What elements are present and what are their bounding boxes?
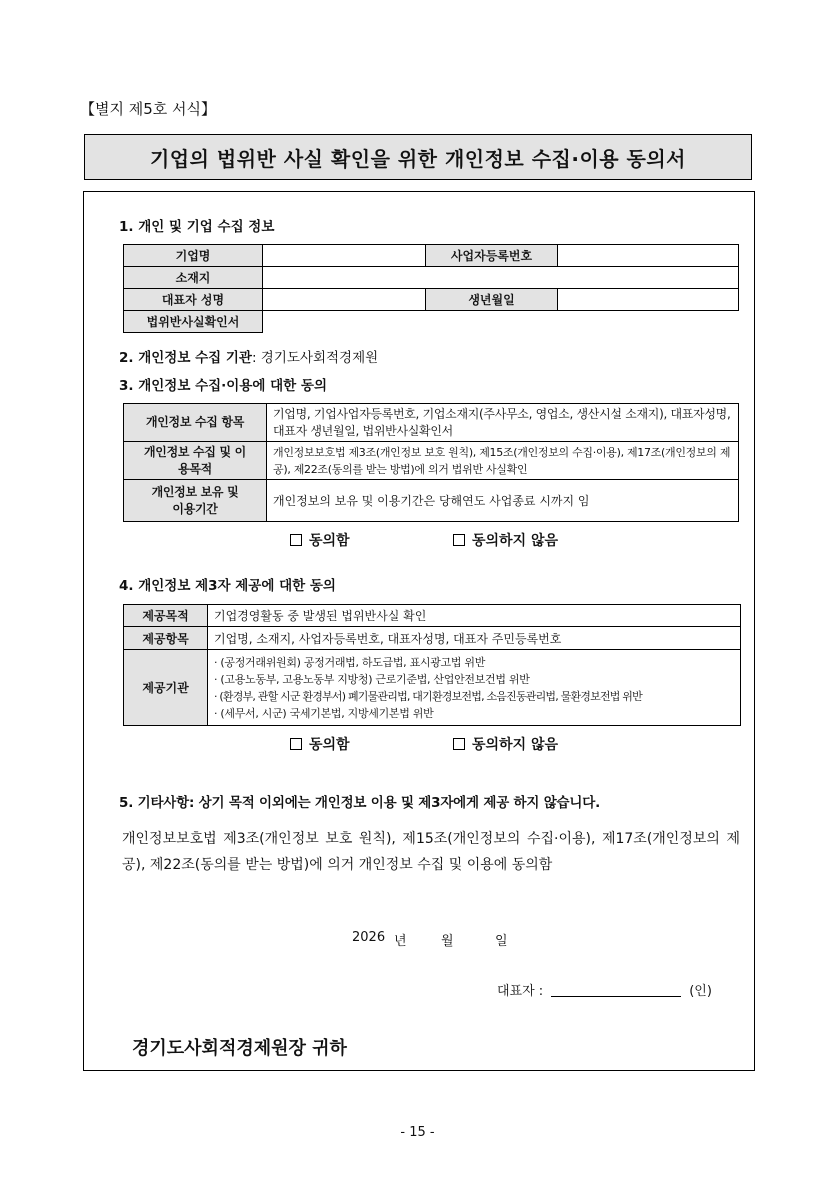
representative-name-field[interactable] bbox=[263, 289, 426, 311]
signature-row bbox=[497, 980, 712, 999]
agency-line: · (세무서, 시군) 국세기본법, 지방세기본법 위반 bbox=[214, 706, 434, 720]
violation-check-label: 법위반사실확인서 bbox=[124, 311, 263, 333]
agree-label: 동의함 bbox=[309, 737, 350, 753]
collection-consent-table bbox=[123, 403, 739, 522]
recipient-agencies-label: 제공기관 bbox=[124, 650, 208, 726]
section4-heading: 4. 개인정보 제3자 제공에 대한 동의 bbox=[119, 578, 336, 594]
retention-period-label: 개인정보 보유 및 이용기간 bbox=[124, 480, 267, 522]
company-name-label: 기업명 bbox=[124, 245, 263, 267]
section4-disagree-option[interactable] bbox=[453, 734, 558, 754]
provision-items-label: 제공항목 bbox=[124, 627, 208, 650]
section3-disagree-option[interactable] bbox=[453, 530, 558, 550]
business-reg-no-field[interactable] bbox=[558, 245, 739, 267]
section1-heading: 1. 개인 및 기업 수집 정보 bbox=[119, 219, 275, 235]
section3-agree-option[interactable] bbox=[290, 530, 350, 550]
section5-heading: 5. 기타사항: 상기 목적 이외에는 개인정보 이용 및 제3자에게 제공 하지 않습니다. bbox=[119, 795, 601, 811]
date-year-unit: 년 bbox=[394, 934, 407, 949]
agency-line: · (환경부, 관할 시군 환경부서) 폐기물관리법, 대기환경보전법, 소음진동관리법, 물환경보전법 위반 bbox=[214, 689, 642, 703]
collecting-agency: : 경기도사회적경제원 bbox=[251, 350, 379, 366]
birth-date-label: 생년월일 bbox=[426, 289, 558, 311]
company-name-field[interactable] bbox=[263, 245, 426, 267]
checkbox-icon[interactable] bbox=[453, 534, 465, 546]
document-title: 기업의 법위반 사실 확인을 위한 개인정보 수집·이용 동의서 bbox=[84, 134, 752, 180]
agree-label: 동의함 bbox=[309, 533, 350, 549]
provision-purpose-label: 제공목적 bbox=[124, 605, 208, 627]
section4-agree-option[interactable] bbox=[290, 734, 350, 754]
date-month-unit: 월 bbox=[441, 934, 454, 949]
address-field[interactable] bbox=[263, 267, 739, 289]
agency-line: · (고용노동부, 고용노동부 지방청) 근로기준법, 산업안전보건법 위반 bbox=[214, 672, 530, 686]
violation-check-field[interactable] bbox=[263, 311, 739, 333]
provision-items-value: 기업명, 소재지, 사업자등록번호, 대표자성명, 대표자 주민등록번호 bbox=[208, 627, 741, 650]
signature-label: 대표자 : bbox=[497, 984, 544, 999]
section2-row bbox=[119, 346, 378, 366]
disagree-label: 동의하지 않음 bbox=[472, 737, 559, 753]
checkbox-icon[interactable] bbox=[453, 738, 465, 750]
form-label: 【별지 제5호 서식】 bbox=[80, 100, 217, 118]
business-reg-no-label: 사업자등록번호 bbox=[426, 245, 558, 267]
disagree-label: 동의하지 않음 bbox=[472, 533, 559, 549]
date-day-unit: 일 bbox=[495, 934, 508, 949]
section3-heading: 3. 개인정보 수집·이용에 대한 동의 bbox=[119, 378, 327, 394]
signature-field[interactable] bbox=[551, 983, 681, 997]
checkbox-icon[interactable] bbox=[290, 534, 302, 546]
collection-items-value: 기업명, 기업사업자등록번호, 기업소재지(주사무소, 영업소, 생산시설 소재지), 대표자성명, 대표자 생년월일, 법위반사실확인서 bbox=[267, 404, 739, 442]
section2-heading: 2. 개인정보 수집 기관 bbox=[119, 350, 252, 366]
retention-period-value: 개인정보의 보유 및 이용기간은 당해연도 사업종료 시까지 임 bbox=[267, 480, 739, 522]
checkbox-icon[interactable] bbox=[290, 738, 302, 750]
third-party-consent-table bbox=[123, 604, 741, 726]
collection-purpose-label: 개인정보 수집 및 이용목적 bbox=[124, 442, 267, 480]
representative-name-label: 대표자 성명 bbox=[124, 289, 263, 311]
seal-mark: (인) bbox=[689, 984, 712, 999]
provision-purpose-value: 기업경영활동 중 발생된 법위반사실 확인 bbox=[208, 605, 741, 627]
page-number: - 15 - bbox=[400, 1125, 435, 1140]
company-info-table bbox=[123, 244, 739, 333]
date-year: 2026 bbox=[352, 930, 386, 945]
agency-line: · (공정거래위원회) 공정거래법, 하도급법, 표시광고법 위반 bbox=[214, 655, 486, 669]
collection-purpose-value: 개인정보보호법 제3조(개인정보 보호 원칙), 제15조(개인정보의 수집·이용), 제17조(개인정보의 제공), 제22조(동의를 받는 방법)에 의거 법위반 사실확인 bbox=[267, 442, 739, 480]
collection-items-label: 개인정보 수집 항목 bbox=[124, 404, 267, 442]
birth-date-field[interactable] bbox=[558, 289, 739, 311]
recipient-agencies-list bbox=[208, 650, 741, 726]
address-label: 소재지 bbox=[124, 267, 263, 289]
addressee: 경기도사회적경제원장 귀하 bbox=[132, 1038, 347, 1059]
consent-statement: 개인정보보호법 제3조(개인정보 보호 원칙), 제15조(개인정보의 수집·이용), 제17조(개인정보의 제공), 제22조(동의를 받는 방법)에 의거 개인정보 수집 및 이용에 동의함 bbox=[122, 831, 740, 873]
